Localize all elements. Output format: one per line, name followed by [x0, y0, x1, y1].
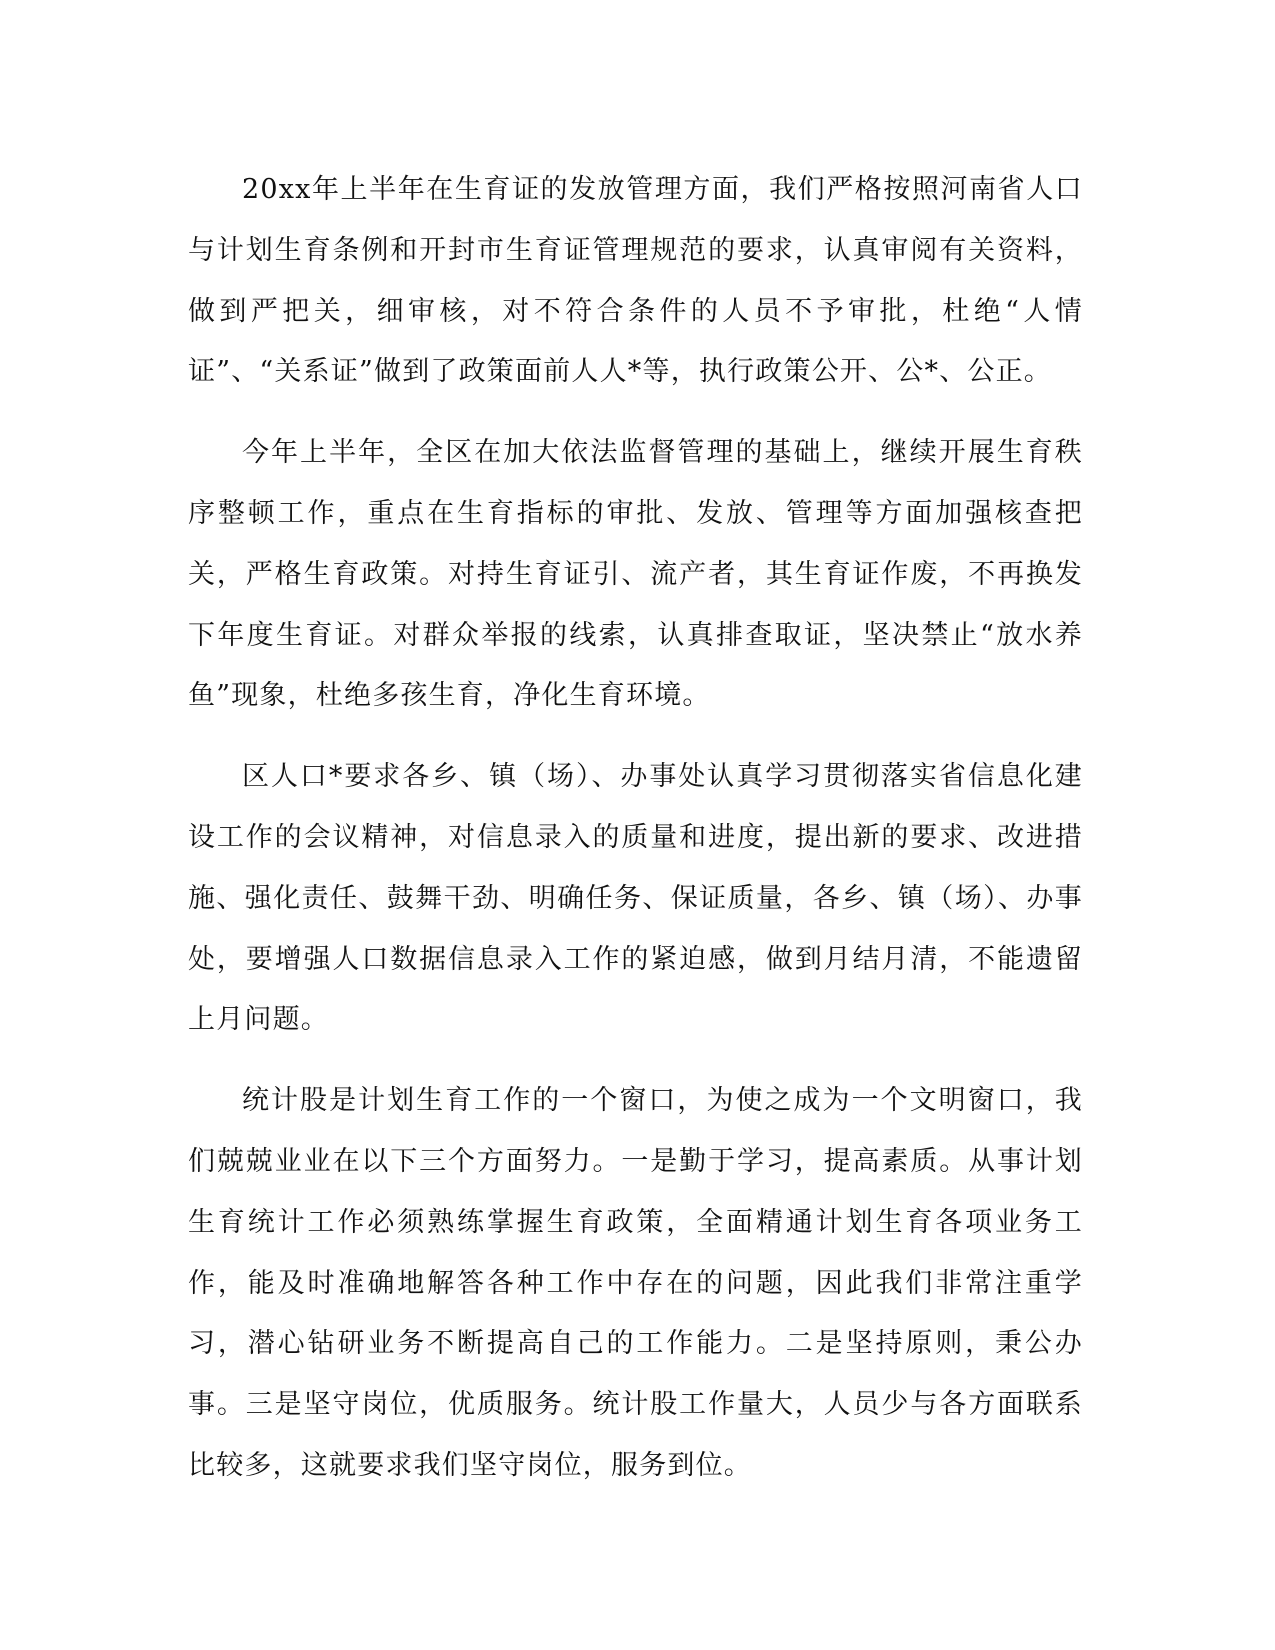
paragraph-birth-order: 今年上半年，全区在加大依法监督管理的基础上，继续开展生育秩序整顿工作，重点在生育指标的审批、发放、管理等方面加强核查把关，严格生育政策。对持生育证引、流产者，其生育证作废，不再换发下年度生育证。对群众举报的线索，认真排查取证，坚决禁止“放水养鱼”现象，杜绝多孩生育，净化生育环境。 — [188, 437, 1083, 712]
paragraph-informatization: 区人口*要求各乡、镇（场）、办事处认真学习贯彻落实省信息化建设工作的会议精神，对信息录入的质量和进度，提出新的要求、改进措施、强化责任、鼓舞干劲、明确任务、保证质量，各乡、镇（场）、办事处，要增强人口数据信息录入工作的紧迫感，做到月结月清，不能遗留上月问题。 — [188, 761, 1083, 1036]
paragraph-statistics-office: 统计股是计划生育工作的一个窗口，为使之成为一个文明窗口，我们兢兢业业在以下三个方面努力。一是勤于学习，提高素质。从事计划生育统计工作必须熟练掌握生育政策，全面精通计划生育各项业务工作，能及时准确地解答各种工作中存在的问题，因此我们非常注重学习，潜心钻研业务不断提高自己的工作能力。二是坚持原则，秉公办事。三是坚守岗位，优质服务。统计股工作量大，人员少与各方面联系比较多，这就要求我们坚守岗位，服务到位。 — [188, 1085, 1083, 1481]
document-body — [188, 160, 1083, 1517]
paragraph-birth-permit: 20xx年上半年在生育证的发放管理方面，我们严格按照河南省人口与计划生育条例和开封市生育证管理规范的要求，认真审阅有关资料，做到严把关，细审核，对不符合条件的人员不予审批，杜绝“人情证”、“关系证”做到了政策面前人人*等，执行政策公开、公*、公正。 — [188, 174, 1083, 388]
